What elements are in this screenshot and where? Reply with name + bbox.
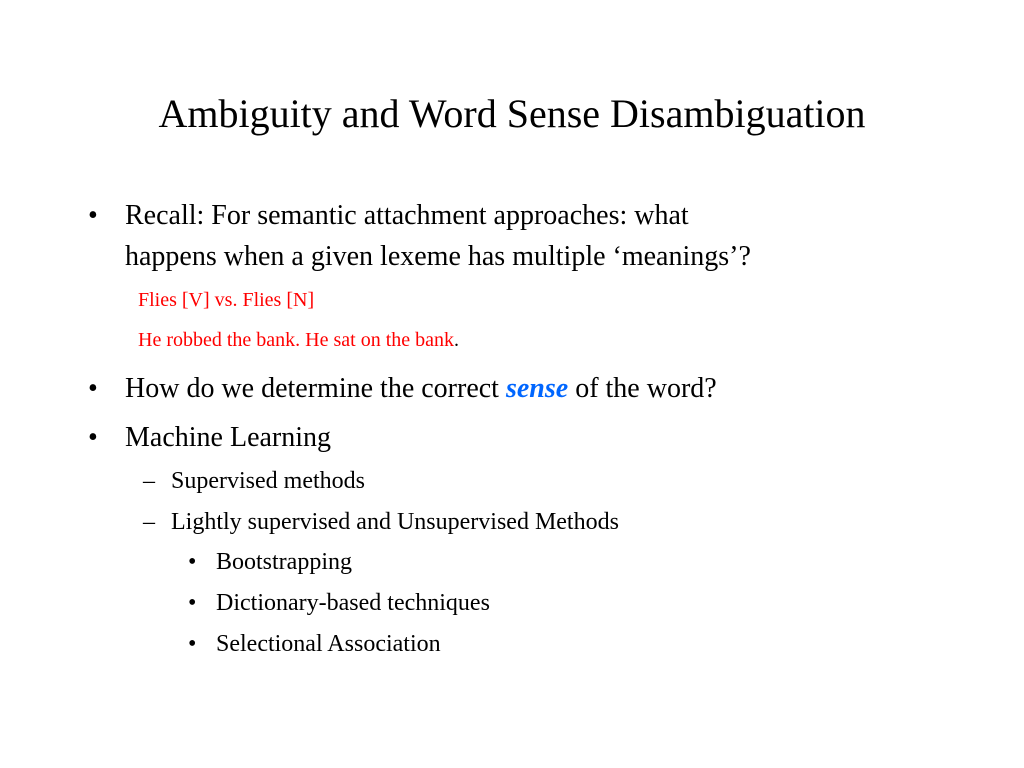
example-bank-text: He robbed the bank. He sat on the bank — [138, 329, 455, 351]
subsubitem-selectional: Selectional Association — [216, 631, 441, 657]
bullet-marker: • — [188, 549, 197, 575]
bullet-recall-line1: Recall: For semantic attachment approaches: what — [125, 200, 689, 231]
dash-marker: – — [143, 509, 155, 535]
bullet-marker: • — [88, 373, 98, 404]
sense-emphasis: sense — [505, 373, 569, 404]
subsubitem-bootstrapping: Bootstrapping — [216, 549, 352, 575]
bullet-sense-prefix: How do we determine the correct — [125, 373, 506, 404]
bullet-sense — [125, 369, 717, 409]
example-flies: Flies [V] vs. Flies [N] — [138, 289, 315, 311]
bullet-marker: • — [188, 631, 197, 657]
bullet-marker: • — [188, 590, 197, 616]
bullet-sense-suffix: of the word? — [568, 373, 717, 404]
bullet-recall-line2: happens when a given lexeme has multiple ‘meanings’? — [125, 241, 751, 272]
subitem-supervised: Supervised methods — [171, 468, 365, 494]
bullet-machine-learning: Machine Learning — [125, 422, 332, 453]
bullet-marker: • — [88, 200, 98, 231]
example-bank-period: . — [454, 329, 460, 351]
subitem-lightly-supervised: Lightly supervised and Unsupervised Methods — [171, 509, 619, 535]
dash-marker: – — [143, 468, 155, 494]
subsubitem-dictionary: Dictionary-based techniques — [216, 590, 490, 616]
bullet-marker: • — [88, 422, 98, 453]
slide-title: Ambiguity and Word Sense Disambiguation — [158, 91, 866, 136]
example-bank — [138, 325, 459, 355]
